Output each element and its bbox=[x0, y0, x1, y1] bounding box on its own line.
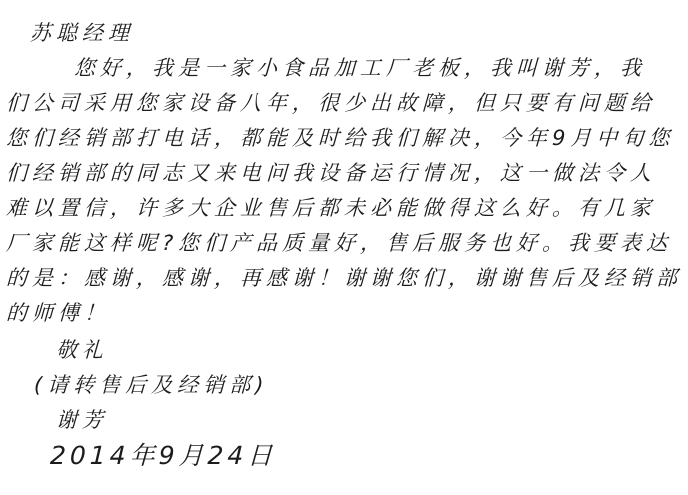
signature-line: 谢芳 bbox=[55, 408, 109, 432]
body-line-3: 您们经销部打电话，都能及时给我们解决，今年9月中旬您 bbox=[5, 126, 675, 150]
body-line-5: 难以置信，许多大企业售后都未必能做得这么好。有几家 bbox=[5, 196, 657, 220]
body-line-8: 的师傅！ bbox=[5, 301, 111, 325]
body-line-6: 厂家能这样呢?您们产品质量好，售后服务也好。我要表达 bbox=[5, 231, 673, 255]
closing-line: 敬礼 bbox=[55, 338, 109, 362]
date-line: 2014年9月24日 bbox=[49, 441, 277, 470]
body-line-1: 您好，我是一家小食品加工厂老板，我叫谢芳，我 bbox=[73, 56, 647, 80]
forward-note-line: (请转售后及经销部) bbox=[33, 373, 269, 397]
body-line-2: 们公司采用您家设备八年，很少出故障，但只要有问题给 bbox=[5, 91, 657, 115]
body-line-7: 的是：感谢，感谢，再感谢！谢谢您们，谢谢售后及经销部 bbox=[5, 266, 683, 290]
recipient-line: 苏聪经理 bbox=[29, 21, 135, 45]
body-line-4: 们经销部的同志又来电问我设备运行情况，这一做法令人 bbox=[5, 161, 657, 185]
